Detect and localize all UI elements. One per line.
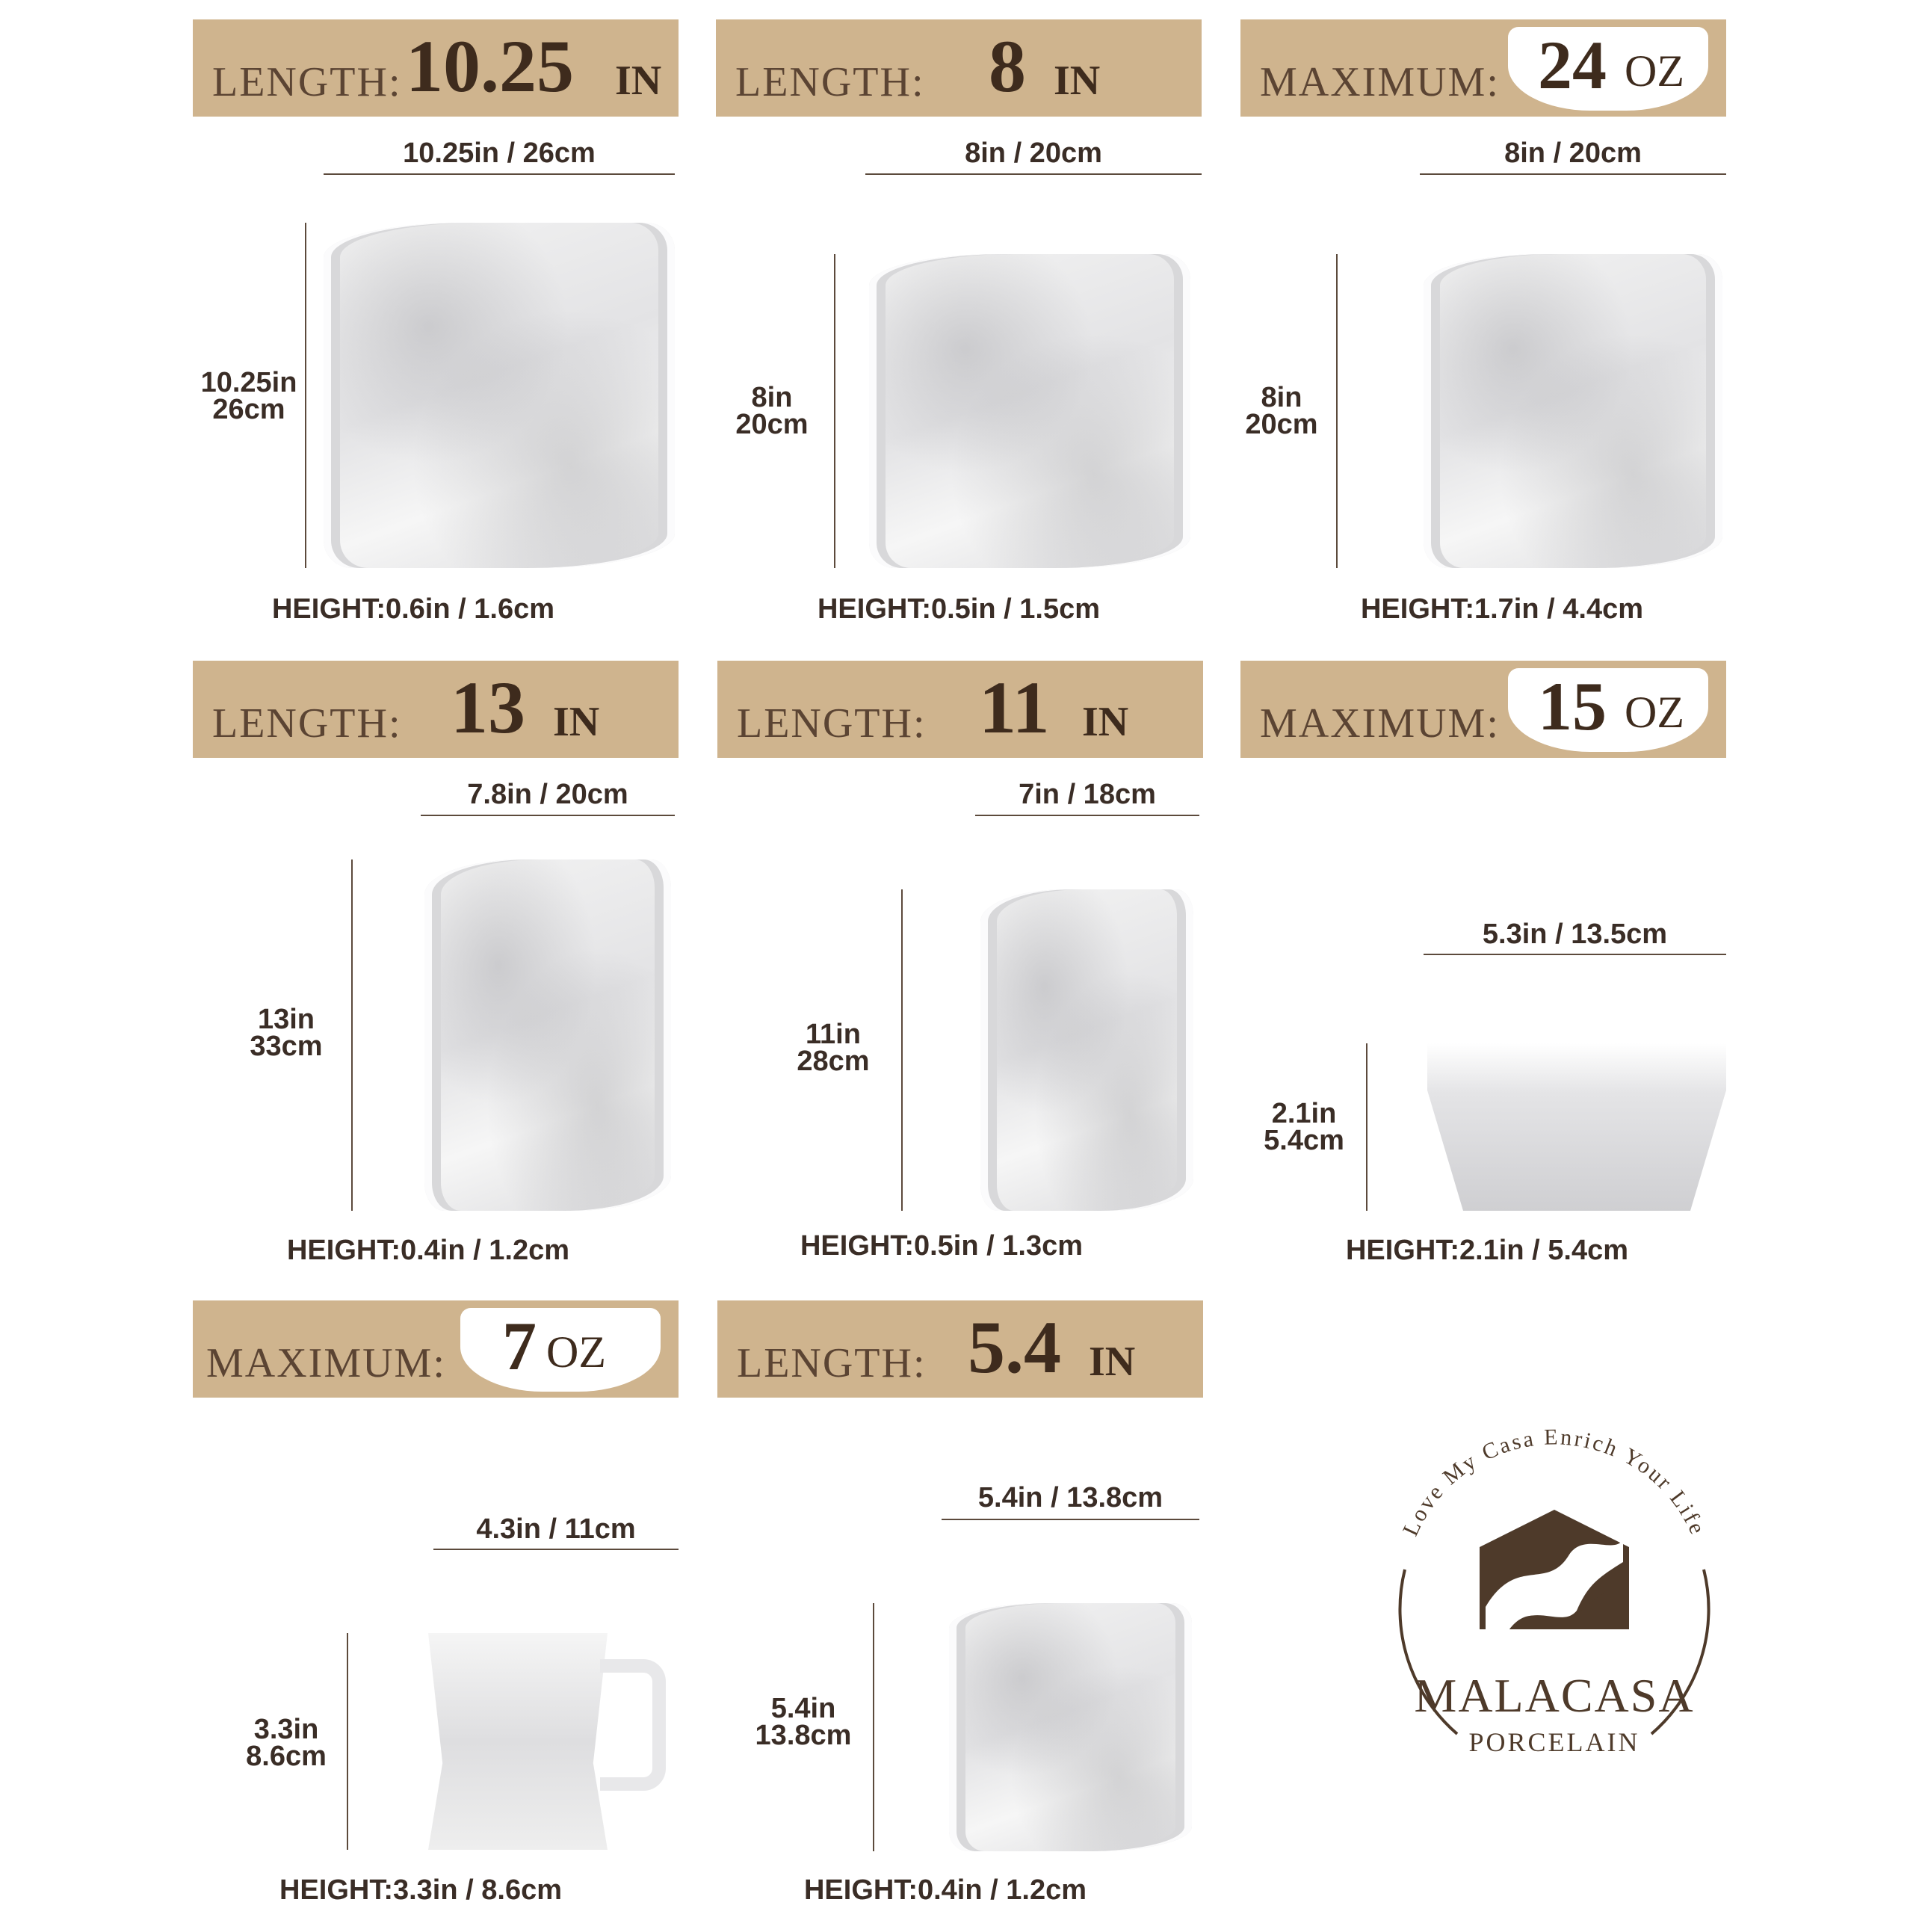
mug-image — [428, 1633, 608, 1850]
soup-plate-image — [1424, 254, 1722, 568]
size-label — [230, 1006, 342, 1060]
length-banner — [717, 661, 1203, 758]
capacity-banner — [1240, 661, 1726, 758]
plate-image — [324, 223, 675, 568]
platter-image — [980, 889, 1193, 1211]
size-label — [1248, 1100, 1360, 1154]
saucer-image — [949, 1603, 1192, 1851]
banner-label: MAXIMUM: — [206, 1340, 446, 1386]
height-label: HEIGHT:1.7in / 4.4cm — [1360, 593, 1643, 625]
width-label: 7in / 18cm — [1019, 779, 1156, 810]
bowl-image — [1427, 1043, 1726, 1211]
banner-unit: IN — [1054, 58, 1101, 104]
logo-slogan: Love My Casa Enrich Your Life — [1397, 1425, 1711, 1540]
width-line — [865, 173, 1202, 175]
height-label: HEIGHT:0.4in / 1.2cm — [286, 1235, 569, 1266]
banner-label: LENGTH: — [735, 59, 925, 105]
size-line — [901, 889, 903, 1211]
banner-label: LENGTH: — [737, 700, 927, 747]
size-in: 5.4in — [770, 1693, 836, 1724]
capacity-pill — [1508, 668, 1708, 752]
banner-value: 24 — [1538, 27, 1607, 103]
length-banner — [193, 19, 679, 117]
banner-label: MAXIMUM: — [1260, 700, 1500, 747]
banner-value: 8 — [989, 25, 1026, 108]
capacity-pill — [1508, 27, 1708, 111]
banner-unit: IN — [615, 58, 662, 104]
width-label: 10.25in / 26cm — [403, 138, 596, 169]
banner-unit: OZ — [546, 1327, 606, 1377]
capacity-pill — [460, 1308, 661, 1392]
logo-brand: MALACASA — [1414, 1669, 1695, 1722]
size-line — [834, 254, 835, 568]
width-label: 7.8in / 20cm — [467, 779, 628, 810]
banner-unit: OZ — [1625, 688, 1684, 737]
width-line — [1424, 954, 1726, 955]
size-label — [716, 384, 828, 438]
height-label: HEIGHT:3.3in / 8.6cm — [279, 1874, 562, 1906]
capacity-banner — [1240, 19, 1726, 117]
banner-label: MAXIMUM: — [1260, 59, 1500, 105]
banner-value: 15 — [1538, 668, 1607, 744]
banner-value: 11 — [979, 666, 1050, 749]
width-label: 5.3in / 13.5cm — [1482, 919, 1668, 950]
size-in: 3.3in — [253, 1714, 319, 1745]
size-label — [193, 369, 305, 423]
product-platter-medium — [717, 661, 1203, 1292]
size-cm: 20cm — [1245, 409, 1318, 440]
size-in: 13in — [257, 1004, 315, 1035]
size-in: 8in — [751, 382, 793, 413]
size-line — [351, 859, 353, 1211]
product-platter-large — [193, 661, 679, 1292]
height-label: HEIGHT:0.6in / 1.6cm — [271, 593, 554, 625]
banner-unit: IN — [553, 699, 600, 745]
product-dessert-plate — [716, 19, 1202, 651]
logo-subbrand: PORCELAIN — [1468, 1727, 1640, 1757]
height-label: HEIGHT:0.5in / 1.5cm — [817, 593, 1100, 625]
mug-handle — [600, 1659, 666, 1791]
height-label: HEIGHT:2.1in / 5.4cm — [1345, 1235, 1628, 1266]
width-line — [975, 815, 1199, 816]
banner-value: 10.25 — [406, 25, 574, 108]
length-banner — [193, 661, 679, 758]
banner-value: 7 — [502, 1308, 537, 1384]
width-label: 4.3in / 11cm — [476, 1513, 636, 1545]
width-label: 8in / 20cm — [1504, 138, 1642, 169]
width-label: 8in / 20cm — [965, 138, 1102, 169]
banner-unit: IN — [1089, 1339, 1136, 1385]
length-banner — [717, 1300, 1203, 1398]
capacity-banner — [193, 1300, 679, 1398]
banner-label: LENGTH: — [212, 59, 402, 105]
size-line — [305, 223, 306, 568]
size-cm: 20cm — [735, 409, 809, 440]
size-in: 11in — [806, 1019, 861, 1050]
banner-unit: IN — [1082, 699, 1129, 745]
size-cm: 26cm — [212, 394, 285, 425]
size-cm: 33cm — [250, 1031, 323, 1062]
width-label: 5.4in / 13.8cm — [977, 1482, 1163, 1513]
size-in: 10.25in — [200, 367, 297, 398]
banner-unit: OZ — [1625, 46, 1684, 96]
height-label: HEIGHT:0.4in / 1.2cm — [803, 1874, 1087, 1906]
width-line — [421, 815, 675, 816]
width-line — [433, 1549, 679, 1550]
size-in: 2.1in — [1271, 1098, 1337, 1129]
banner-label: LENGTH: — [737, 1340, 927, 1386]
height-label: HEIGHT:0.5in / 1.3cm — [800, 1230, 1083, 1262]
size-cm: 13.8cm — [755, 1720, 852, 1751]
width-line — [1420, 173, 1726, 175]
house-icon — [1480, 1510, 1629, 1629]
width-line — [324, 173, 675, 175]
banner-value: 5.4 — [968, 1306, 1061, 1389]
product-dinner-plate — [193, 19, 679, 651]
banner-label: LENGTH: — [212, 700, 402, 747]
size-line — [873, 1603, 874, 1851]
width-line — [942, 1519, 1199, 1520]
size-line — [1366, 1043, 1367, 1211]
length-banner — [716, 19, 1202, 117]
product-saucer — [717, 1300, 1203, 1932]
size-label — [747, 1695, 859, 1749]
platter-image — [424, 859, 671, 1211]
size-label — [230, 1716, 342, 1770]
brand-logo — [1375, 1405, 1734, 1794]
banner-value: 13 — [451, 666, 525, 749]
plate-image — [869, 254, 1190, 568]
product-bowl — [1240, 661, 1726, 1292]
size-in: 8in — [1261, 382, 1302, 413]
size-label — [1226, 384, 1338, 438]
product-soup-plate — [1240, 19, 1726, 651]
size-cm: 8.6cm — [246, 1741, 327, 1772]
size-label — [777, 1021, 889, 1075]
size-line — [347, 1633, 348, 1850]
product-mug — [193, 1300, 679, 1932]
size-cm: 28cm — [797, 1046, 870, 1077]
size-cm: 5.4cm — [1264, 1125, 1344, 1156]
